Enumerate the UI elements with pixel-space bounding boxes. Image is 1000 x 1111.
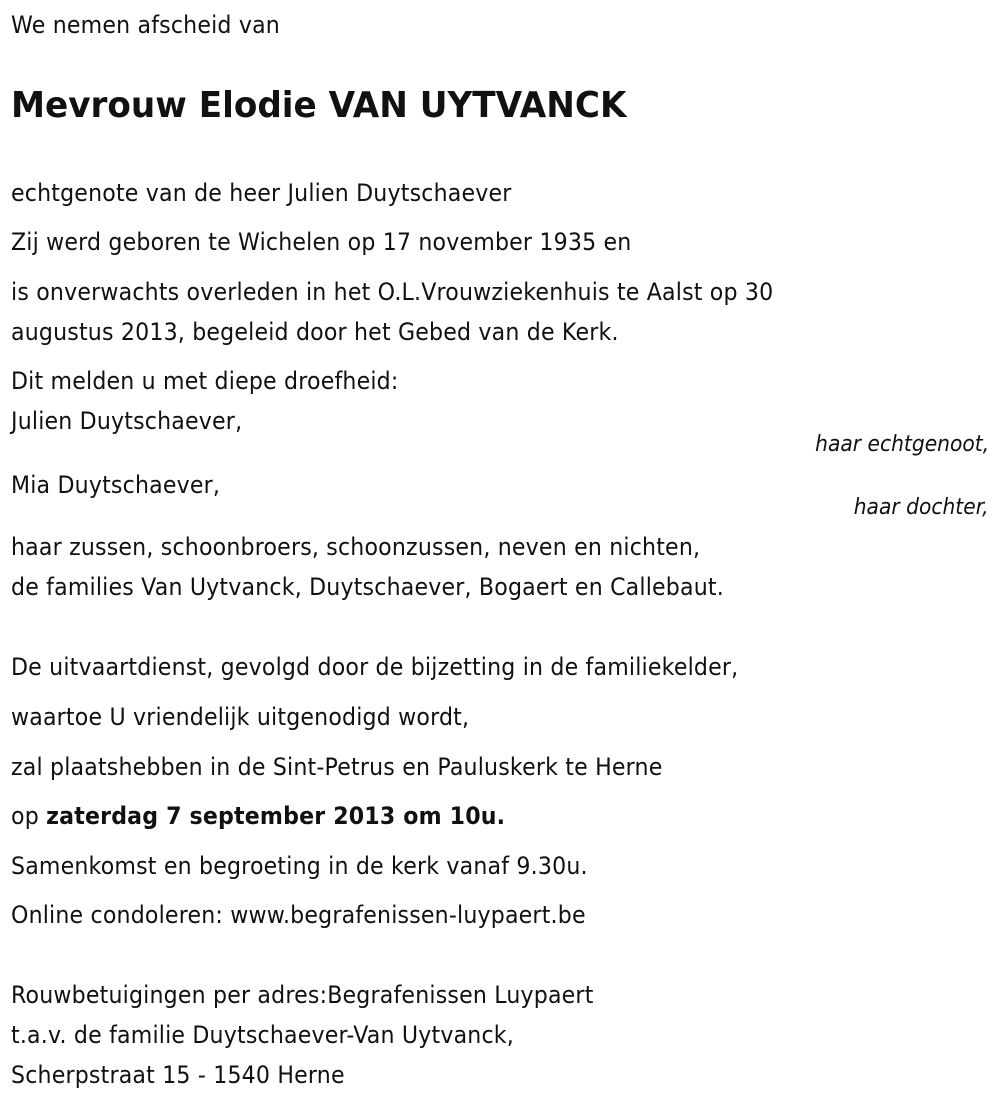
mourner-name: Mia Duytschaever, bbox=[11, 471, 221, 499]
service-date bbox=[11, 801, 505, 831]
spouse-line: echtgenote van de heer Julien Duytschaever bbox=[11, 179, 512, 207]
intro-text: We nemen afscheid van bbox=[11, 11, 280, 39]
gathering-line: Samenkomst en begroeting in de kerk vanaf 9.30u. bbox=[11, 852, 588, 880]
address-line-2: t.a.v. de familie Duytschaever-Van Uytvanck, bbox=[11, 1021, 514, 1049]
death-line-2: augustus 2013, begeleid door het Gebed van de Kerk. bbox=[11, 318, 619, 346]
address-line-3: Scherpstraat 15 - 1540 Herne bbox=[11, 1061, 345, 1089]
death-line-1: is onverwachts overleden in het O.L.Vrouwziekenhuis te Aalst op 30 bbox=[11, 278, 774, 306]
service-line-2: waartoe U vriendelijk uitgenodigd wordt, bbox=[11, 703, 470, 731]
address-line-1: Rouwbetuigingen per adres:Begrafenissen Luypaert bbox=[11, 981, 594, 1009]
mourner-relation: haar echtgenoot, bbox=[814, 432, 989, 457]
mourner-name: Julien Duytschaever, bbox=[11, 407, 243, 435]
online-label: Online condoleren: bbox=[11, 901, 231, 929]
deceased-name: Mevrouw Elodie VAN UYTVANCK bbox=[11, 85, 627, 126]
birth-line: Zij werd geboren te Wichelen op 17 november 1935 en bbox=[11, 228, 632, 256]
relatives-line-2: de families Van Uytvanck, Duytschaever, Bogaert en Callebaut. bbox=[11, 573, 724, 601]
mourner-relation: haar dochter, bbox=[854, 495, 989, 520]
online-condolence bbox=[11, 900, 586, 930]
service-line-3: zal plaatshebben in de Sint-Petrus en Pauluskerk te Herne bbox=[11, 753, 663, 781]
condolence-link[interactable]: www.begrafenissen-luypaert.be bbox=[230, 901, 586, 929]
date-bold: zaterdag 7 september 2013 om 10u. bbox=[46, 802, 506, 830]
date-prefix: op bbox=[11, 802, 47, 830]
relatives-line-1: haar zussen, schoonbroers, schoonzussen, neven en nichten, bbox=[11, 533, 701, 561]
announce-line: Dit melden u met diepe droefheid: bbox=[11, 367, 399, 395]
service-line-1: De uitvaartdienst, gevolgd door de bijzetting in de familiekelder, bbox=[11, 653, 739, 681]
